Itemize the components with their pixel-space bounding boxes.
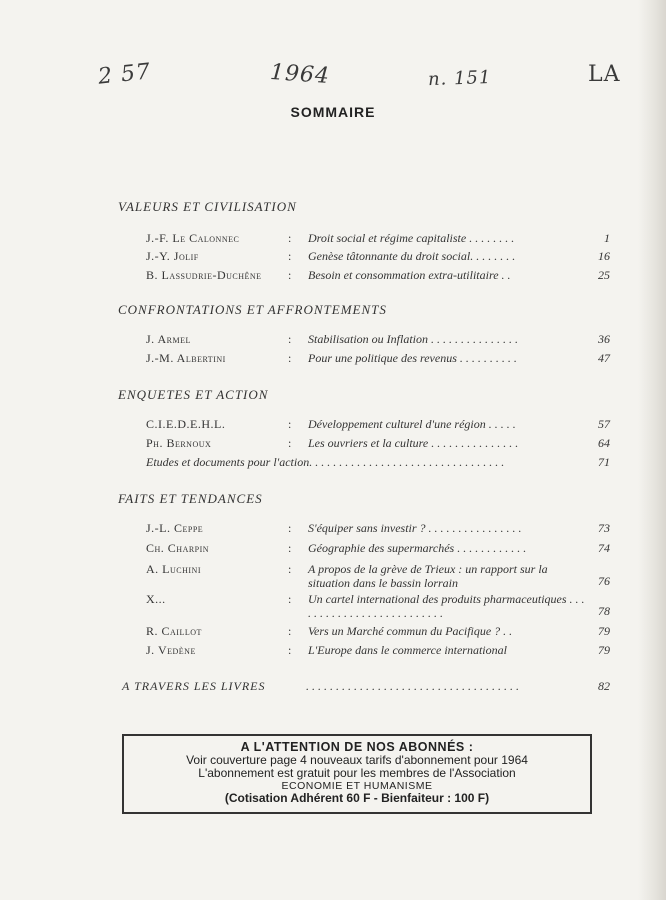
entry-title: Stabilisation ou Inflation . . . . . . . . . . . . . . .	[308, 332, 519, 346]
entry-page: 47	[598, 351, 610, 365]
entry-page: 78	[598, 604, 610, 618]
handwritten-year: 1964	[269, 59, 331, 90]
page-edge-shadow	[638, 0, 666, 900]
entry-title: A propos de la grève de Trieux : un rapport sur la situation dans le bassin lorrain	[308, 562, 548, 590]
entry-page: 1	[604, 231, 610, 245]
entry-colon: :	[288, 436, 292, 450]
entry-author: Ph. Bernoux	[146, 436, 212, 450]
entry-author: J.-F. Le Calonnec	[146, 231, 240, 245]
entry-colon: :	[288, 249, 292, 263]
entry-page: 57	[598, 417, 610, 431]
page-title: SOMMAIRE	[290, 104, 376, 120]
entry-page: 64	[598, 436, 610, 450]
entry-page: 74	[598, 541, 610, 555]
section-heading-confrontations: CONFRONTATIONS ET AFFRONTEMENTS	[118, 302, 387, 317]
entry-author: J. Vedène	[146, 643, 196, 657]
entry-title: Les ouvriers et la culture . . . . . . . . . . . . . . .	[308, 436, 519, 450]
entry-colon: :	[288, 268, 292, 282]
entry-colon: :	[288, 521, 292, 535]
entry-page: 71	[598, 455, 610, 469]
entry-title: S'équiper sans investir ? . . . . . . . . . . . . . . . .	[308, 521, 522, 535]
notice-fees: (Cotisation Adhérent 60 F - Bienfaiteur : 100 F)	[224, 791, 490, 805]
entry-colon: :	[288, 541, 292, 555]
entry-page: 73	[598, 521, 610, 535]
entry-colon: :	[288, 562, 292, 576]
entry-author: J.-L. Ceppe	[146, 521, 204, 535]
entry-author: B. Lassudrie-Duchêne	[146, 268, 262, 282]
notice-association: ECONOMIE ET HUMANISME	[281, 780, 433, 792]
notice-line: L'abonnement est gratuit pour les membres de l'Association	[198, 766, 516, 780]
entry-title: Etudes et documents pour l'action. . . . . . . . . . . . . . . . . . . . . . . . . . . . . . . . .	[146, 455, 505, 469]
section-heading-valeurs: VALEURS ET CIVILISATION	[118, 199, 297, 214]
entry-page: 79	[598, 624, 610, 638]
notice-line: Voir couverture page 4 nouveaux tarifs d'abonnement pour 1964	[186, 753, 528, 767]
entry-author: R. Caillot	[146, 624, 202, 638]
entry-colon: :	[288, 417, 292, 431]
books-dots: . . . . . . . . . . . . . . . . . . . . . . . . . . . . . . . . . . . .	[306, 679, 519, 693]
entry-author: C.I.E.D.E.H.L.	[146, 417, 226, 431]
entry-title: Développement culturel d'une région . . . . .	[308, 417, 516, 431]
entry-page: 76	[598, 574, 610, 588]
entry-title: Vers un Marché commun du Pacifique ? . .	[308, 624, 513, 638]
entry-colon: :	[288, 332, 292, 346]
section-heading-faits: FAITS ET TENDANCES	[118, 491, 263, 506]
notice-title: A L'ATTENTION DE NOS ABONNÉS :	[240, 740, 474, 754]
section-heading-livres: A TRAVERS LES LIVRES	[122, 679, 266, 693]
entry-colon: :	[288, 624, 292, 638]
entry-title: L'Europe dans le commerce international	[308, 643, 507, 657]
entry-title: Droit social et régime capitaliste . . . . . . . .	[308, 231, 515, 245]
entry-title: Géographie des supermarchés . . . . . . . . . . . .	[308, 541, 527, 555]
entry-page: 79	[598, 643, 610, 657]
entry-page: 25	[598, 268, 610, 282]
entry-title: Pour une politique des revenus . . . . . . . . . .	[308, 351, 517, 365]
handwritten-number: n. 151	[427, 66, 492, 91]
entry-title: Genèse tâtonnante du droit social. . . . . . . .	[308, 249, 516, 263]
entry-author: Ch. Charpin	[146, 541, 210, 555]
entry-colon: :	[288, 643, 292, 657]
entry-colon: :	[288, 592, 292, 606]
entry-title: Besoin et consommation extra-utilitaire . .	[308, 268, 511, 282]
entry-author: X...	[146, 592, 166, 606]
entry-page: 82	[598, 679, 610, 693]
subscriber-notice	[122, 734, 592, 814]
section-heading-enquetes: ENQUETES ET ACTION	[118, 387, 269, 402]
entry-author: A. Luchini	[146, 562, 201, 576]
handwritten-code: LA	[588, 62, 621, 87]
entry-page: 16	[598, 249, 610, 263]
entry-author: J.-Y. Jolif	[146, 249, 199, 263]
entry-title: Un cartel international des produits pharmaceutiques . . . . . . . . . . . . . . . . . . . . . . . . . .	[308, 592, 585, 620]
entry-colon: :	[288, 231, 292, 245]
entry-author: J. Armel	[146, 332, 191, 346]
entry-colon: :	[288, 351, 292, 365]
entry-author: J.-M. Albertini	[146, 351, 226, 365]
handwritten-note-left: 2 57	[96, 59, 153, 90]
entry-page: 36	[598, 332, 610, 346]
